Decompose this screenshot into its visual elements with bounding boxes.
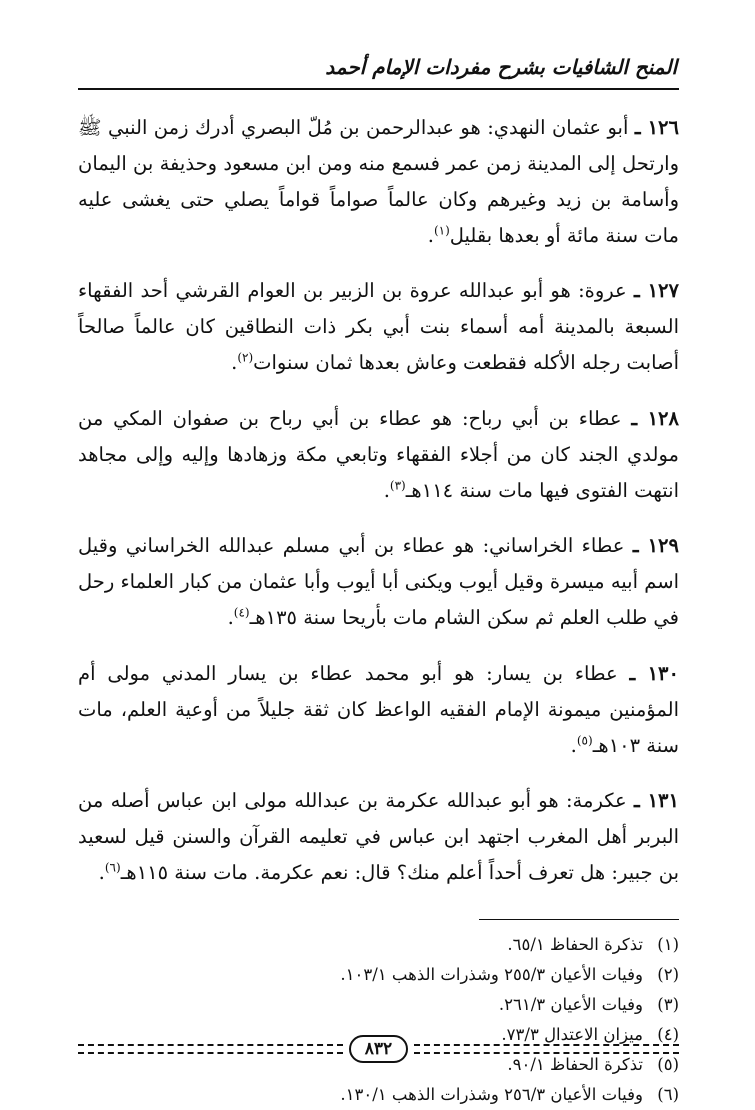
biography-entry [78,110,679,254]
footnote-ref: (٢) [237,350,254,365]
page-number: ٨٣٢ [349,1035,408,1063]
entry-number: ١٢٧ ـ [633,279,679,302]
biography-entry [78,273,679,381]
footnote-number: (٣) [657,995,679,1014]
footnote [78,930,679,960]
footnote [78,990,679,1020]
footnote [78,960,679,990]
biography-entry [78,783,679,891]
biography-entry [78,401,679,509]
entry-text: عطاء بن أبي رباح: هو عطاء بن أبي رباح بن صفوان المكي من مولدي الجند كان من أجلاء الفقهاء وتابعي مكة وزهادها وإليه وإلى مجاهد انتهت الفتوى فيها مات سنة ١١٤هـ [78,406,679,502]
footnote-ref: (٥) [576,733,593,747]
footnote-text: تذكرة الحفاظ ٩٠/١. [507,1055,643,1074]
footnote-number: (١) [657,935,679,954]
entry-text: عطاء بن يسار: هو أبو محمد عطاء بن يسار المدني مولى أم المؤمنين ميمونة الإمام الفقيه الواعظ كان ثقة جليلاً من أوعية العلم، مات سنة ١٠٣هـ [78,661,679,757]
footnote-number: (٦) [657,1085,679,1104]
entry-tail: . [98,861,105,884]
footnote [78,1080,679,1110]
footnote-text: وفيات الأعيان ٢٥٥/٣ وشذرات الذهب ١٠٣/١. [340,965,643,984]
entry-number: ١٢٨ ـ [631,406,679,430]
header-rule [78,88,679,90]
footnote-text: وفيات الأعيان ٢٦١/٣. [498,995,643,1014]
page-footer [78,1032,679,1066]
footnote-text: ميزان الاعتدال ٧٣/٣. [501,1025,643,1044]
book-page [78,52,679,1104]
footnote-text: وفيات الأعيان ٢٥٦/٣ وشذرات الذهب ١٣٠/١. [340,1085,643,1104]
footnote-separator [479,919,679,920]
footnote-ref: (١) [433,223,450,237]
footnote-text: تذكرة الحفاظ ٦٥/١. [507,935,643,954]
entry-number: ١٢٦ ـ [634,115,679,139]
entry-number: ١٣٠ ـ [629,661,679,685]
footnote-number: (٤) [657,1025,679,1044]
running-head: المنح الشافيات بشرح مفردات الإمام أحمد [325,55,677,79]
entry-number: ١٢٩ ـ [632,534,679,557]
entry-text: عطاء الخراساني: هو عطاء بن أبي مسلم عبدالله الخراساني وقيل اسم أبيه ميسرة وقيل أيوب ويكنى أبا أيوب وأبا عثمان من كبار العلماء رحل في طلب العلم ثم سكن الشام مات بأريحا سنة ١٣٥هـ [78,534,679,629]
footer-ornament-line-left [78,1044,343,1054]
footnote-number: (٥) [657,1055,679,1074]
footnote-ref: (٦) [104,860,121,875]
footnote-number: (٢) [657,965,679,984]
entry-tail: . [570,733,577,757]
entry-text: عكرمة: هو أبو عبدالله عكرمة بن عبدالله مولى ابن عباس أصله من البربر أهل المغرب اجتهد ابن عباس في تعليمه القرآن والسنن قيل لسعيد بن جبير: هل تعرف أحداً أعلم منك؟ قال: نعم عكرمة. مات سنة ١١٥هـ [78,789,679,884]
biography-entry [78,528,679,636]
biography-entries [78,110,679,892]
entry-tail: . [383,478,390,502]
footnotes-list [78,930,679,1110]
entry-text: عروة: هو أبو عبدالله عروة بن الزبير بن العوام القرشي أحد الفقهاء السبعة بالمدينة أمه أسماء بنت أبي بكر ذات النطاقين كان عالماً صالحاً أصابت رجله الأكله فقطعت وعاش بعدها ثمان سنوات [78,279,679,374]
biography-entry [78,656,679,764]
entry-text: أبو عثمان النهدي: هو عبدالرحمن بن مُلّ البصري أدرك زمن النبي ﷺ وارتحل إلى المدينة زمن عمر فسمع منه ومن ابن مسعود وحذيفة بن اليمان وأسامة بن زيد وغيرهم وكان عالماً صواماً قواماً يصلي حتى يغشى عليه مات سنة مائة أو بعدها بقليل [78,115,679,247]
footer-ornament-line-right [414,1044,679,1054]
footnote-ref: (٣) [389,478,406,492]
entry-tail: . [427,223,434,247]
footnote-ref: (٤) [233,605,250,620]
entry-tail: . [227,606,234,629]
entry-tail: . [231,351,238,374]
entry-number: ١٣١ ـ [633,789,679,812]
